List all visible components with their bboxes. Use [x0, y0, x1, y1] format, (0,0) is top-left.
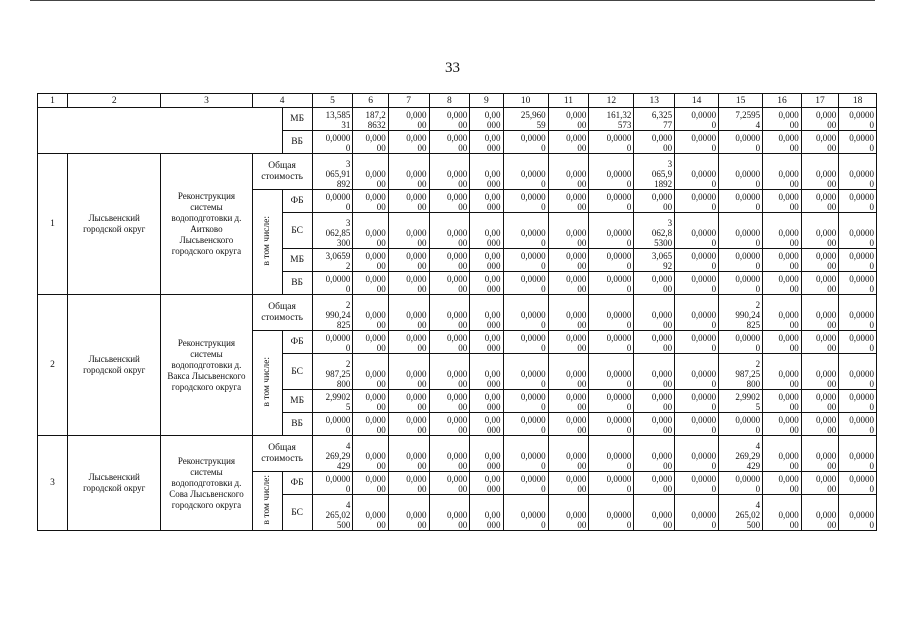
value-cell: 0,0000 0	[839, 190, 877, 213]
column-header: 7	[388, 94, 429, 108]
value-cell: 0,000 00	[353, 272, 388, 295]
column-header: 6	[353, 94, 388, 108]
column-header: 11	[548, 94, 589, 108]
value-cell: 0,0000 0	[589, 436, 634, 472]
value-cell: 0,000 00	[388, 413, 429, 436]
value-cell: 0,000 00	[801, 390, 839, 413]
value-cell: 0,000 00	[801, 436, 839, 472]
value-cell: 0,0000 0	[675, 190, 719, 213]
funding-source: БС	[282, 495, 312, 531]
value-cell: 0,0000 0	[589, 190, 634, 213]
value-cell: 0,0000 0	[675, 249, 719, 272]
funding-source: ВБ	[282, 131, 312, 154]
value-cell: 0,000 00	[548, 472, 589, 495]
value-cell: 2 987,25 800	[312, 354, 353, 390]
value-cell: 25,960 59	[503, 108, 548, 131]
value-cell: 0,000 00	[634, 295, 675, 331]
value-cell: 0,00 000	[470, 390, 503, 413]
value-cell: 0,000 00	[801, 413, 839, 436]
value-cell: 0,0000 0	[839, 154, 877, 190]
value-cell: 0,000 00	[429, 331, 470, 354]
value-cell: 0,000 00	[353, 295, 388, 331]
value-cell: 0,000 00	[763, 154, 802, 190]
value-cell: 3 065,91 892	[312, 154, 353, 190]
value-cell: 0,0000 0	[719, 131, 763, 154]
district-name: Лысьвенский городской округ	[68, 154, 161, 295]
column-header: 10	[503, 94, 548, 108]
value-cell: 0,0000 0	[589, 390, 634, 413]
value-cell: 0,0000 0	[503, 154, 548, 190]
value-cell: 0,000 00	[353, 436, 388, 472]
value-cell: 0,000 00	[353, 472, 388, 495]
value-cell: 6,325 77	[634, 108, 675, 131]
value-cell: 0,000 00	[763, 108, 802, 131]
value-cell: 0,0000 0	[675, 272, 719, 295]
value-cell: 0,000 00	[763, 131, 802, 154]
value-cell: 0,0000 0	[503, 295, 548, 331]
value-cell: 3 062,85 300	[312, 213, 353, 249]
including-label-cell	[252, 472, 282, 531]
value-cell: 0,000 00	[801, 154, 839, 190]
value-cell: 0,00 000	[470, 472, 503, 495]
value-cell: 2,9902 5	[719, 390, 763, 413]
value-cell: 0,0000 0	[719, 154, 763, 190]
value-cell: 0,0000 0	[839, 472, 877, 495]
value-cell: 0,000 00	[801, 331, 839, 354]
value-cell: 0,0000 0	[589, 131, 634, 154]
value-cell: 0,00 000	[470, 190, 503, 213]
including-label: в том числе:	[262, 357, 273, 407]
funding-source: МБ	[282, 390, 312, 413]
value-cell: 0,00 000	[470, 249, 503, 272]
value-cell: 0,00 000	[470, 354, 503, 390]
value-cell: 0,0000 0	[675, 154, 719, 190]
value-cell: 0,0000 0	[503, 472, 548, 495]
value-cell: 0,0000 0	[503, 436, 548, 472]
value-cell: 0,0000 0	[719, 272, 763, 295]
value-cell: 0,000 00	[388, 108, 429, 131]
value-cell: 0,000 00	[429, 213, 470, 249]
value-cell: 0,000 00	[548, 190, 589, 213]
value-cell: 0,0000 0	[675, 436, 719, 472]
value-cell: 0,0000 0	[503, 331, 548, 354]
value-cell: 0,0000 0	[503, 190, 548, 213]
value-cell: 0,000 00	[763, 436, 802, 472]
value-cell: 0,000 00	[763, 495, 802, 531]
value-cell: 0,000 00	[801, 131, 839, 154]
value-cell: 0,000 00	[353, 390, 388, 413]
value-cell: 0,000 00	[353, 495, 388, 531]
funding-table	[37, 93, 877, 531]
funding-source: ФБ	[282, 331, 312, 354]
value-cell: 0,0000 0	[675, 108, 719, 131]
value-cell: 0,000 00	[634, 390, 675, 413]
value-cell: 0,0000 0	[719, 249, 763, 272]
value-cell: 0,0000 0	[675, 295, 719, 331]
project-name: Реконструкция системы водоподготовки д. Аитково Лысьвенского городского округа	[161, 154, 252, 295]
value-cell: 0,000 00	[634, 472, 675, 495]
value-cell: 0,000 00	[429, 495, 470, 531]
value-cell: 0,0000 0	[503, 390, 548, 413]
value-cell: 0,0000 0	[312, 131, 353, 154]
value-cell: 0,000 00	[634, 354, 675, 390]
column-header: 14	[675, 94, 719, 108]
value-cell: 0,00 000	[470, 495, 503, 531]
total-cost-label: Общая стоимость	[252, 436, 312, 472]
value-cell: 0,0000 0	[839, 295, 877, 331]
value-cell: 0,0000 0	[675, 495, 719, 531]
value-cell: 0,0000 0	[589, 413, 634, 436]
page-number: 33	[445, 60, 460, 76]
value-cell: 0,00 000	[470, 108, 503, 131]
value-cell: 0,00 000	[470, 213, 503, 249]
value-cell: 0,0000 0	[675, 331, 719, 354]
column-header: 13	[634, 94, 675, 108]
value-cell: 0,000 00	[353, 331, 388, 354]
value-cell: 0,000 00	[388, 331, 429, 354]
value-cell: 0,000 00	[429, 413, 470, 436]
row-number: 1	[38, 154, 68, 295]
value-cell: 0,000 00	[801, 213, 839, 249]
value-cell: 0,000 00	[388, 472, 429, 495]
value-cell: 0,000 00	[353, 413, 388, 436]
column-header: 9	[470, 94, 503, 108]
value-cell: 0,000 00	[548, 331, 589, 354]
value-cell: 0,0000 0	[503, 131, 548, 154]
value-cell: 0,000 00	[548, 354, 589, 390]
value-cell: 0,000 00	[548, 390, 589, 413]
value-cell: 0,000 00	[429, 190, 470, 213]
value-cell: 0,000 00	[388, 436, 429, 472]
value-cell: 0,000 00	[548, 272, 589, 295]
value-cell: 4 269,29 429	[312, 436, 353, 472]
value-cell: 0,000 00	[801, 272, 839, 295]
column-header: 18	[839, 94, 877, 108]
value-cell: 0,0000 0	[839, 495, 877, 531]
value-cell: 0,0000 0	[719, 472, 763, 495]
project-name: Реконструкция системы водоподготовки д. Вакса Лысьвенского городского округа	[161, 295, 252, 436]
column-header: 2	[68, 94, 161, 108]
value-cell: 0,000 00	[634, 413, 675, 436]
value-cell: 0,000 00	[429, 154, 470, 190]
value-cell: 0,000 00	[763, 472, 802, 495]
column-header: 3	[161, 94, 252, 108]
value-cell: 0,0000 0	[839, 331, 877, 354]
value-cell: 0,000 00	[801, 295, 839, 331]
value-cell: 3 062,8 5300	[634, 213, 675, 249]
value-cell: 0,0000 0	[839, 436, 877, 472]
value-cell: 0,000 00	[548, 436, 589, 472]
value-cell: 0,0000 0	[503, 354, 548, 390]
value-cell: 0,0000 0	[675, 413, 719, 436]
value-cell: 0,0000 0	[839, 272, 877, 295]
value-cell: 0,000 00	[763, 331, 802, 354]
value-cell: 0,0000 0	[589, 249, 634, 272]
value-cell: 0,0000 0	[503, 249, 548, 272]
value-cell: 0,0000 0	[839, 249, 877, 272]
value-cell: 0,0000 0	[312, 472, 353, 495]
funding-source: МБ	[282, 108, 312, 131]
value-cell: 0,000 00	[353, 154, 388, 190]
value-cell: 0,000 00	[388, 131, 429, 154]
value-cell: 0,0000 0	[839, 413, 877, 436]
value-cell: 0,000 00	[801, 249, 839, 272]
value-cell: 0,000 00	[429, 108, 470, 131]
value-cell: 0,0000 0	[675, 213, 719, 249]
value-cell: 7,2595 4	[719, 108, 763, 131]
value-cell: 0,000 00	[763, 413, 802, 436]
project-name: Реконструкция системы водоподготовки д. Сова Лысьвенского городского округа	[161, 436, 252, 531]
value-cell: 3 065,9 1892	[634, 154, 675, 190]
value-cell: 0,000 00	[548, 295, 589, 331]
value-cell: 0,00 000	[470, 413, 503, 436]
value-cell: 0,000 00	[429, 295, 470, 331]
including-label-cell	[252, 331, 282, 436]
district-name: Лысьвенский городской округ	[68, 295, 161, 436]
value-cell: 0,000 00	[548, 213, 589, 249]
value-cell: 161,32 573	[589, 108, 634, 131]
column-header: 1	[38, 94, 68, 108]
value-cell: 0,000 00	[763, 272, 802, 295]
value-cell: 0,000 00	[388, 495, 429, 531]
table-row	[38, 436, 877, 472]
value-cell: 0,0000 0	[503, 413, 548, 436]
value-cell: 0,000 00	[548, 249, 589, 272]
value-cell: 0,000 00	[353, 213, 388, 249]
value-cell: 0,000 00	[353, 131, 388, 154]
including-label-cell	[252, 190, 282, 295]
column-header: 17	[801, 94, 839, 108]
value-cell: 0,00 000	[470, 154, 503, 190]
value-cell: 0,0000 0	[503, 272, 548, 295]
value-cell: 0,0000 0	[675, 472, 719, 495]
value-cell: 187,2 8632	[353, 108, 388, 131]
value-cell: 0,0000 0	[589, 295, 634, 331]
value-cell: 13,585 31	[312, 108, 353, 131]
value-cell: 0,00 000	[470, 272, 503, 295]
value-cell: 0,0000 0	[312, 413, 353, 436]
value-cell: 0,000 00	[548, 154, 589, 190]
value-cell: 0,000 00	[429, 272, 470, 295]
value-cell: 0,0000 0	[675, 131, 719, 154]
value-cell: 0,000 00	[429, 249, 470, 272]
value-cell: 0,000 00	[388, 249, 429, 272]
value-cell: 3,065 92	[634, 249, 675, 272]
value-cell: 0,000 00	[388, 154, 429, 190]
value-cell: 0,000 00	[763, 354, 802, 390]
column-header: 16	[763, 94, 802, 108]
value-cell: 0,000 00	[429, 472, 470, 495]
column-header: 5	[312, 94, 353, 108]
funding-source: ФБ	[282, 190, 312, 213]
value-cell: 2,9902 5	[312, 390, 353, 413]
funding-source: БС	[282, 213, 312, 249]
value-cell: 0,000 00	[388, 213, 429, 249]
district-name: Лысьвенский городской округ	[68, 436, 161, 531]
including-label: в том числе:	[262, 216, 273, 266]
scan-top-edge	[30, 0, 875, 1]
value-cell: 0,000 00	[801, 108, 839, 131]
row-number: 3	[38, 436, 68, 531]
value-cell: 0,0000 0	[839, 390, 877, 413]
total-cost-label: Общая стоимость	[252, 295, 312, 331]
value-cell: 0,0000 0	[839, 108, 877, 131]
column-header: 15	[719, 94, 763, 108]
value-cell: 0,0000 0	[719, 190, 763, 213]
funding-source: БС	[282, 354, 312, 390]
value-cell: 0,000 00	[388, 295, 429, 331]
value-cell: 0,000 00	[429, 436, 470, 472]
value-cell: 0,000 00	[388, 272, 429, 295]
value-cell: 0,000 00	[353, 190, 388, 213]
value-cell: 0,000 00	[634, 272, 675, 295]
row-number: 2	[38, 295, 68, 436]
value-cell: 0,0000 0	[312, 331, 353, 354]
value-cell: 0,0000 0	[839, 354, 877, 390]
value-cell: 0,00 000	[470, 131, 503, 154]
value-cell: 0,000 00	[801, 472, 839, 495]
value-cell: 2 990,24 825	[312, 295, 353, 331]
value-cell: 0,000 00	[353, 354, 388, 390]
value-cell: 0,00 000	[470, 295, 503, 331]
table-row	[38, 108, 877, 131]
value-cell: 0,0000 0	[589, 495, 634, 531]
value-cell: 4 265,02 500	[312, 495, 353, 531]
value-cell: 0,000 00	[763, 213, 802, 249]
value-cell: 0,000 00	[548, 108, 589, 131]
value-cell: 0,0000 0	[839, 213, 877, 249]
value-cell: 0,000 00	[634, 331, 675, 354]
including-label: в том числе:	[262, 475, 273, 525]
empty-cell	[38, 108, 283, 154]
value-cell: 0,0000 0	[719, 331, 763, 354]
value-cell: 3,0659 2	[312, 249, 353, 272]
value-cell: 0,0000 0	[589, 354, 634, 390]
value-cell: 0,0000 0	[589, 213, 634, 249]
value-cell: 0,0000 0	[589, 272, 634, 295]
value-cell: 0,000 00	[388, 190, 429, 213]
value-cell: 0,000 00	[634, 131, 675, 154]
value-cell: 0,000 00	[634, 495, 675, 531]
value-cell: 0,000 00	[634, 436, 675, 472]
value-cell: 0,000 00	[548, 131, 589, 154]
value-cell: 0,000 00	[353, 249, 388, 272]
value-cell: 0,000 00	[763, 249, 802, 272]
column-header: 12	[589, 94, 634, 108]
funding-source: ФБ	[282, 472, 312, 495]
value-cell: 2 987,25 800	[719, 354, 763, 390]
value-cell: 0,0000 0	[839, 131, 877, 154]
header-row	[38, 94, 877, 108]
value-cell: 0,0000 0	[675, 390, 719, 413]
value-cell: 0,000 00	[801, 354, 839, 390]
value-cell: 0,0000 0	[675, 354, 719, 390]
value-cell: 0,000 00	[548, 495, 589, 531]
value-cell: 4 265,02 500	[719, 495, 763, 531]
value-cell: 0,000 00	[763, 190, 802, 213]
value-cell: 0,0000 0	[312, 190, 353, 213]
value-cell: 0,000 00	[388, 354, 429, 390]
total-cost-label: Общая стоимость	[252, 154, 312, 190]
value-cell: 0,000 00	[388, 390, 429, 413]
table-row	[38, 154, 877, 190]
funding-source: МБ	[282, 249, 312, 272]
value-cell: 0,0000 0	[503, 213, 548, 249]
value-cell: 0,000 00	[429, 354, 470, 390]
value-cell: 0,000 00	[429, 131, 470, 154]
value-cell: 0,000 00	[634, 190, 675, 213]
value-cell: 0,000 00	[763, 295, 802, 331]
value-cell: 0,000 00	[801, 190, 839, 213]
value-cell: 0,0000 0	[719, 413, 763, 436]
value-cell: 0,0000 0	[589, 331, 634, 354]
value-cell: 0,000 00	[801, 495, 839, 531]
value-cell: 0,000 00	[548, 413, 589, 436]
value-cell: 0,0000 0	[719, 213, 763, 249]
table-row	[38, 295, 877, 331]
funding-source: ВБ	[282, 413, 312, 436]
value-cell: 0,000 00	[763, 390, 802, 413]
value-cell: 0,0000 0	[589, 472, 634, 495]
value-cell: 0,00 000	[470, 436, 503, 472]
funding-source: ВБ	[282, 272, 312, 295]
value-cell: 0,000 00	[429, 390, 470, 413]
value-cell: 0,0000 0	[589, 154, 634, 190]
value-cell: 2 990,24 825	[719, 295, 763, 331]
column-header: 8	[429, 94, 470, 108]
value-cell: 0,00 000	[470, 331, 503, 354]
value-cell: 4 269,29 429	[719, 436, 763, 472]
column-header: 4	[252, 94, 312, 108]
value-cell: 0,0000 0	[503, 495, 548, 531]
value-cell: 0,0000 0	[312, 272, 353, 295]
